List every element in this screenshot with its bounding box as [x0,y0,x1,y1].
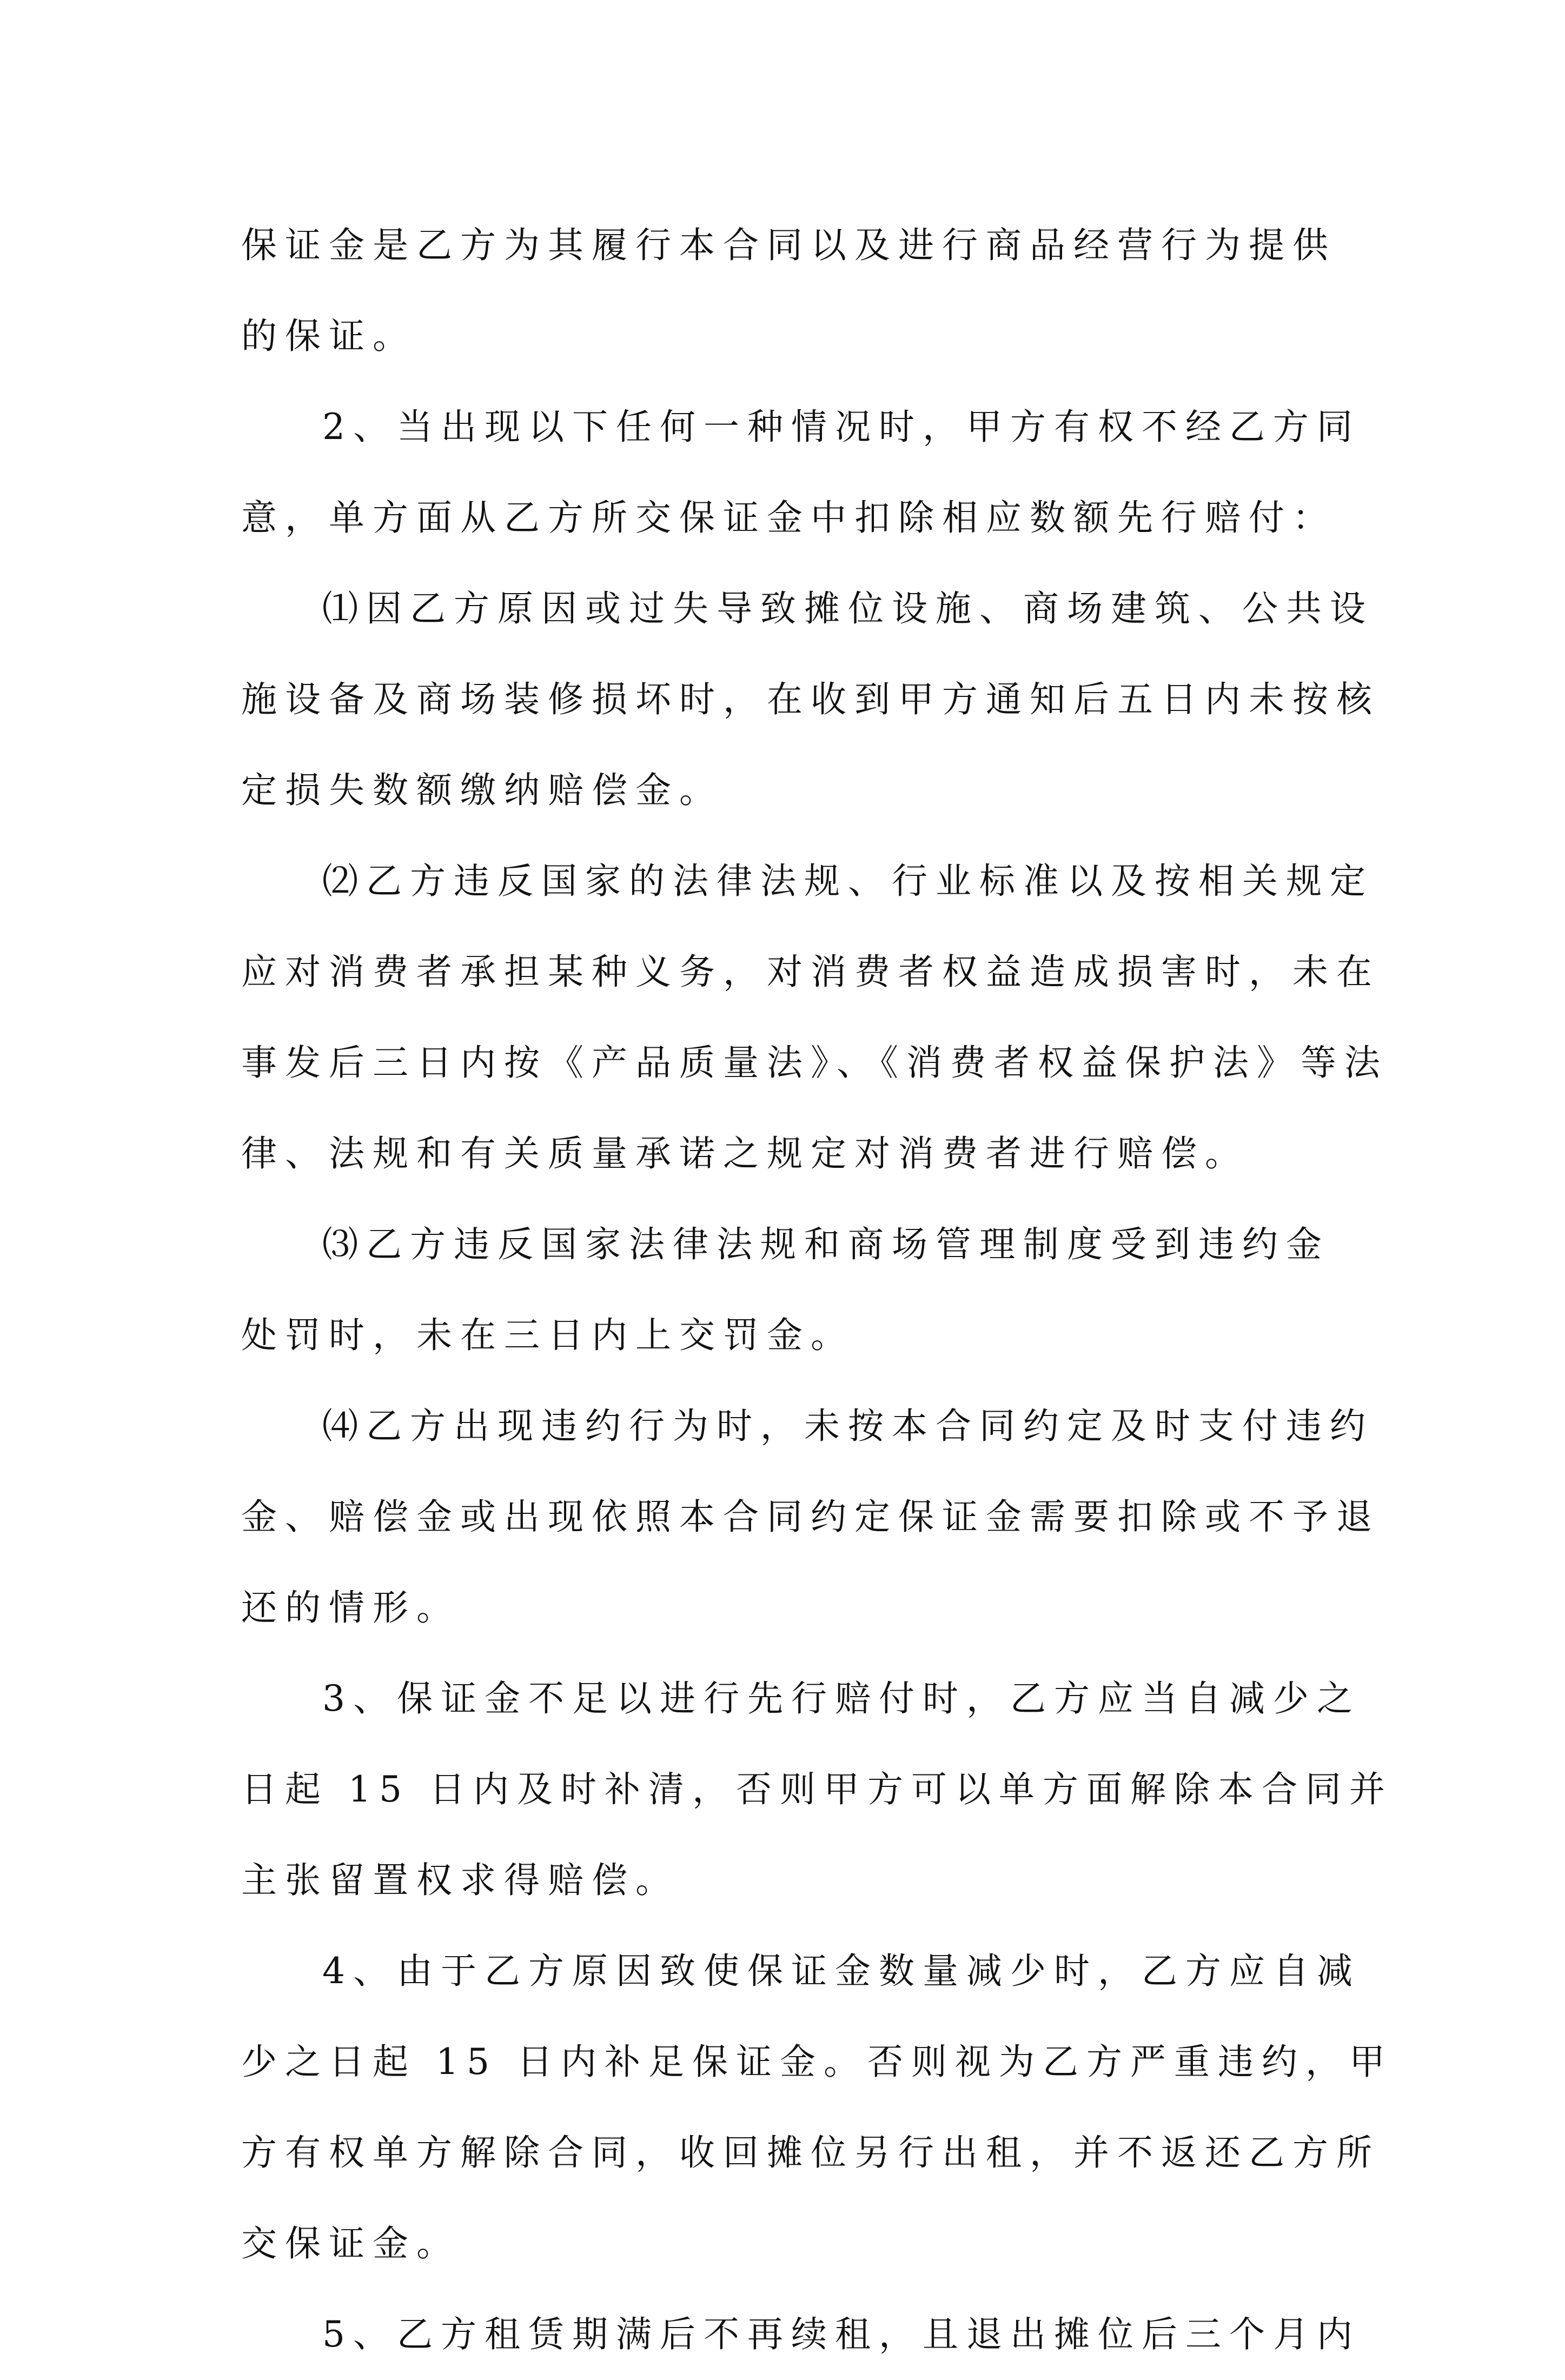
paragraph-start-line: 4、由于乙方原因致使保证金数量减少时，乙方应自减 [322,1950,1361,1992]
text-line: 应对消费者承担某种义务，对消费者权益造成损害时，未在 [241,951,1380,993]
text-line: 事发后三日内按《产品质量法》、《消费者权益保护法》等法 [241,1042,1388,1083]
text-line: 日起 15 日内及时补清，否则甲方可以单方面解除本合同并 [241,1769,1393,1810]
text-line: 施设备及商场装修损坏时，在收到甲方通知后五日内未按核 [241,679,1380,720]
text-line: 金、赔偿金或出现依照本合同约定保证金需要扣除或不予退 [241,1496,1380,1538]
text-line: 保证金是乙方为其履行本合同以及进行商品经营行为提供 [241,224,1336,266]
paragraph-start-line: ⑵乙方违反国家的法律法规、行业标准以及按相关规定 [322,860,1374,902]
text-line: 少之日起 15 日内补足保证金。否则视为乙方严重违约，甲 [241,2041,1393,2083]
text-line: 处罚时，未在三日内上交罚金。 [241,1314,854,1356]
text-line: 的保证。 [241,315,416,357]
paragraph-start-line: 2、当出现以下任何一种情况时，甲方有权不经乙方同 [322,406,1361,448]
document-body [241,200,1393,2380]
paragraph-start-line: 5、乙方租赁期满后不再续租，且退出摊位后三个月内 [322,2313,1361,2355]
text-line: 主张留置权求得赔偿。 [241,1859,679,1901]
paragraph-start-line: ⑷乙方出现违约行为时，未按本合同约定及时支付违约 [322,1405,1374,1447]
text-line: 意，单方面从乙方所交保证金中扣除相应数额先行赔付： [241,497,1336,539]
paragraph-start-line: 3、保证金不足以进行先行赔付时，乙方应当自减少之 [322,1678,1361,1719]
text-line: 律、法规和有关质量承诺之规定对消费者进行赔偿。 [241,1133,1249,1174]
text-line: 方有权单方解除合同，收回摊位另行出租，并不返还乙方所 [241,2132,1380,2173]
paragraph-start-line: ⑶乙方违反国家法律法规和商场管理制度受到违约金 [322,1224,1330,1265]
paragraph-start-line: ⑴因乙方原因或过失导致摊位设施、商场建筑、公共设 [322,588,1374,629]
text-line: 还的情形。 [241,1587,460,1628]
text-line: 定损失数额缴纳赔偿金。 [241,769,723,811]
text-line: 交保证金。 [241,2223,460,2264]
